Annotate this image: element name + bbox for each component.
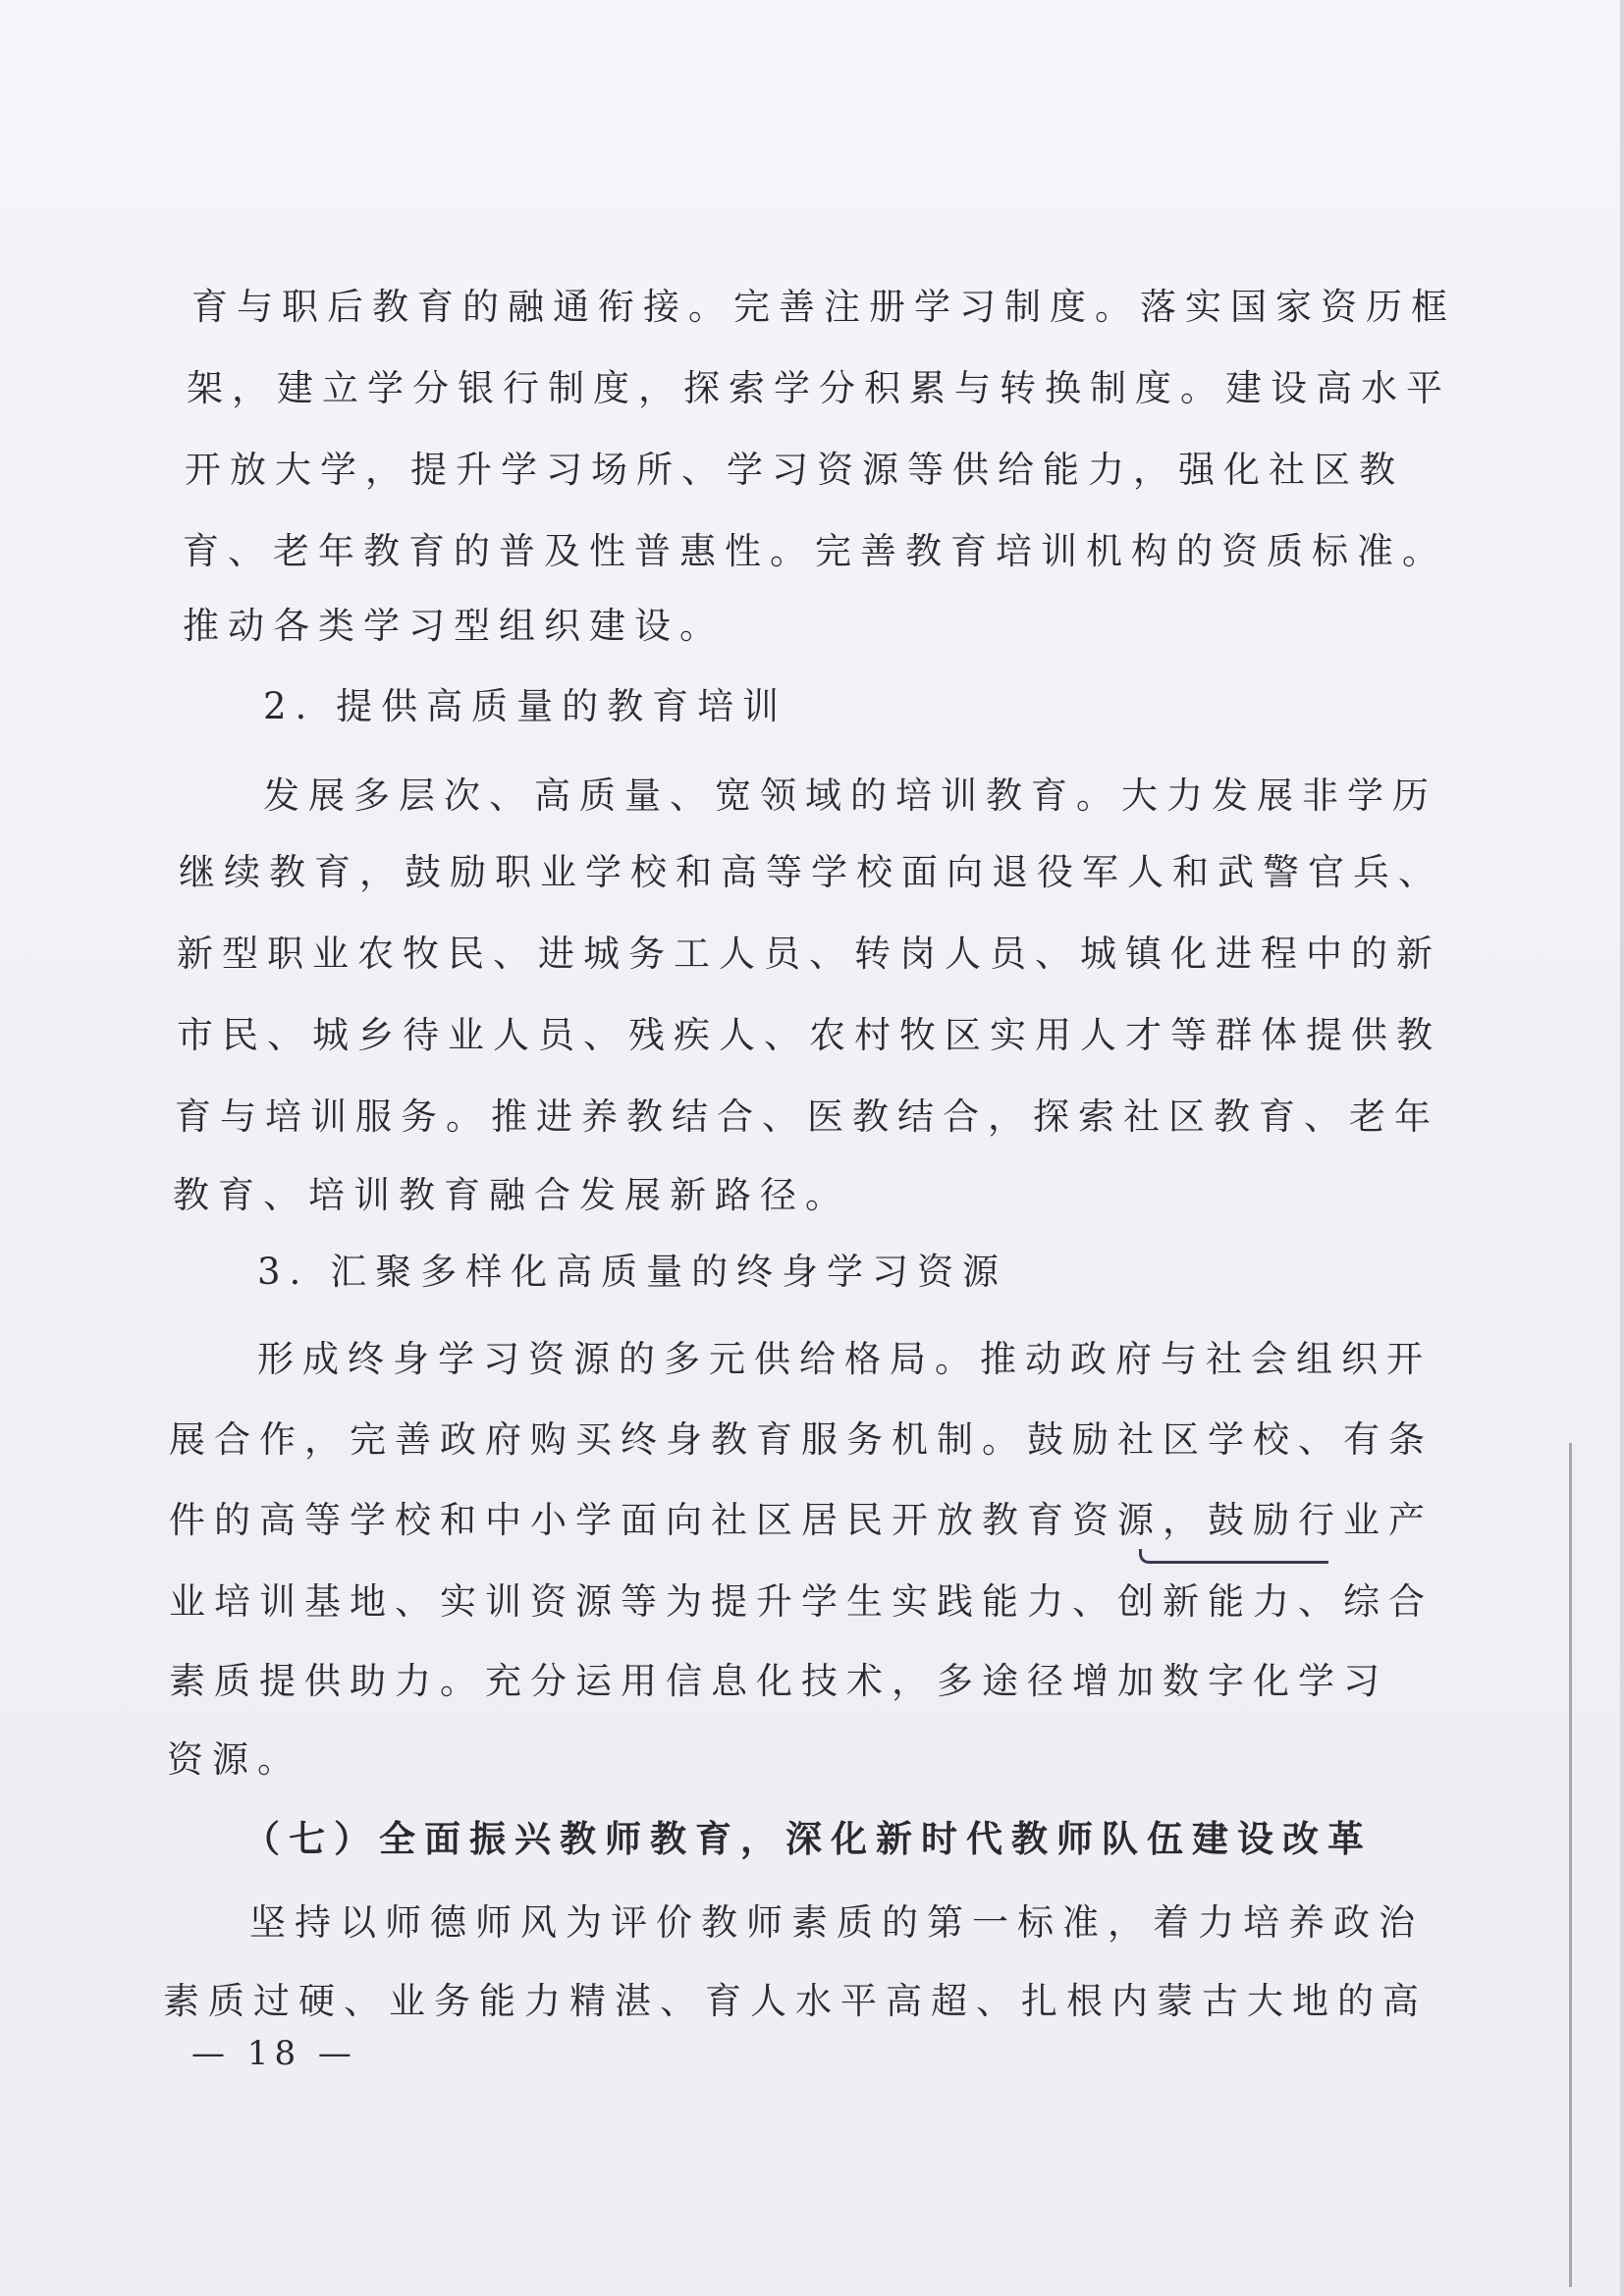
body-line-12: 教育、培训教育融合发展新路径。 xyxy=(173,1174,850,1216)
subheading-3: 3. 汇聚多样化高质量的终身学习资源 xyxy=(257,1251,1008,1293)
scan-edge xyxy=(1620,0,1624,2296)
body-line-3: 开放大学，提升学习场所、学习资源等供给能力，强化社区教 xyxy=(185,449,1404,491)
body-line-5: 推动各类学习型组织建设。 xyxy=(183,605,725,647)
body-line-9: 新型职业农牧民、进城务工人员、转岗人员、城镇化进程中的新 xyxy=(177,933,1441,975)
body-line-4: 育、老年教育的普及性普惠性。完善教育培训机构的资质标准。 xyxy=(183,530,1447,572)
body-line-19: 资源。 xyxy=(167,1738,302,1781)
page-number: — 18 — xyxy=(191,2034,357,2073)
body-line-7: 发展多层次、高质量、宽领域的培训教育。大力发展非学历 xyxy=(263,774,1437,817)
body-line-17: 业培训基地、实训资源等为提升学生实践能力、创新能力、综合 xyxy=(169,1580,1434,1623)
body-line-21: 坚持以师德师风为评价教师素质的第一标准，着力培养政治 xyxy=(249,1901,1424,1944)
handwritten-underline xyxy=(1139,1549,1328,1564)
margin-pen-line xyxy=(1569,1443,1572,2287)
body-line-10: 市民、城乡待业人员、残疾人、农村牧区实用人才等群体提供教 xyxy=(177,1014,1441,1056)
body-line-15: 展合作，完善政府购买终身教育服务机制。鼓励社区学校、有条 xyxy=(169,1418,1434,1461)
body-line-2: 架，建立学分银行制度，探索学分积累与转换制度。建设高水平 xyxy=(187,367,1451,409)
body-line-18: 素质提供助力。充分运用信息化技术，多途径增加数字化学习 xyxy=(169,1660,1388,1702)
subheading-2: 2. 提供高质量的教育培训 xyxy=(263,685,788,727)
body-line-16: 件的高等学校和中小学面向社区居民开放教育资源，鼓励行业产 xyxy=(169,1499,1434,1541)
body-line-14: 形成终身学习资源的多元供给格局。推动政府与社会组织开 xyxy=(257,1338,1432,1380)
body-line-1: 育与职后教育的融通衔接。完善注册学习制度。落实国家资历框 xyxy=(191,286,1456,328)
body-line-11: 育与培训服务。推进养教结合、医教结合，探索社区教育、老年 xyxy=(175,1095,1439,1138)
section-heading-7: （七）全面振兴教师教育，深化新时代教师队伍建设改革 xyxy=(244,1818,1373,1860)
body-line-22: 素质过硬、业务能力精湛、育人水平高超、扎根内蒙古大地的高 xyxy=(163,1980,1428,2022)
body-line-8: 继续教育，鼓励职业学校和高等学校面向退役军人和武警官兵、 xyxy=(179,851,1443,893)
